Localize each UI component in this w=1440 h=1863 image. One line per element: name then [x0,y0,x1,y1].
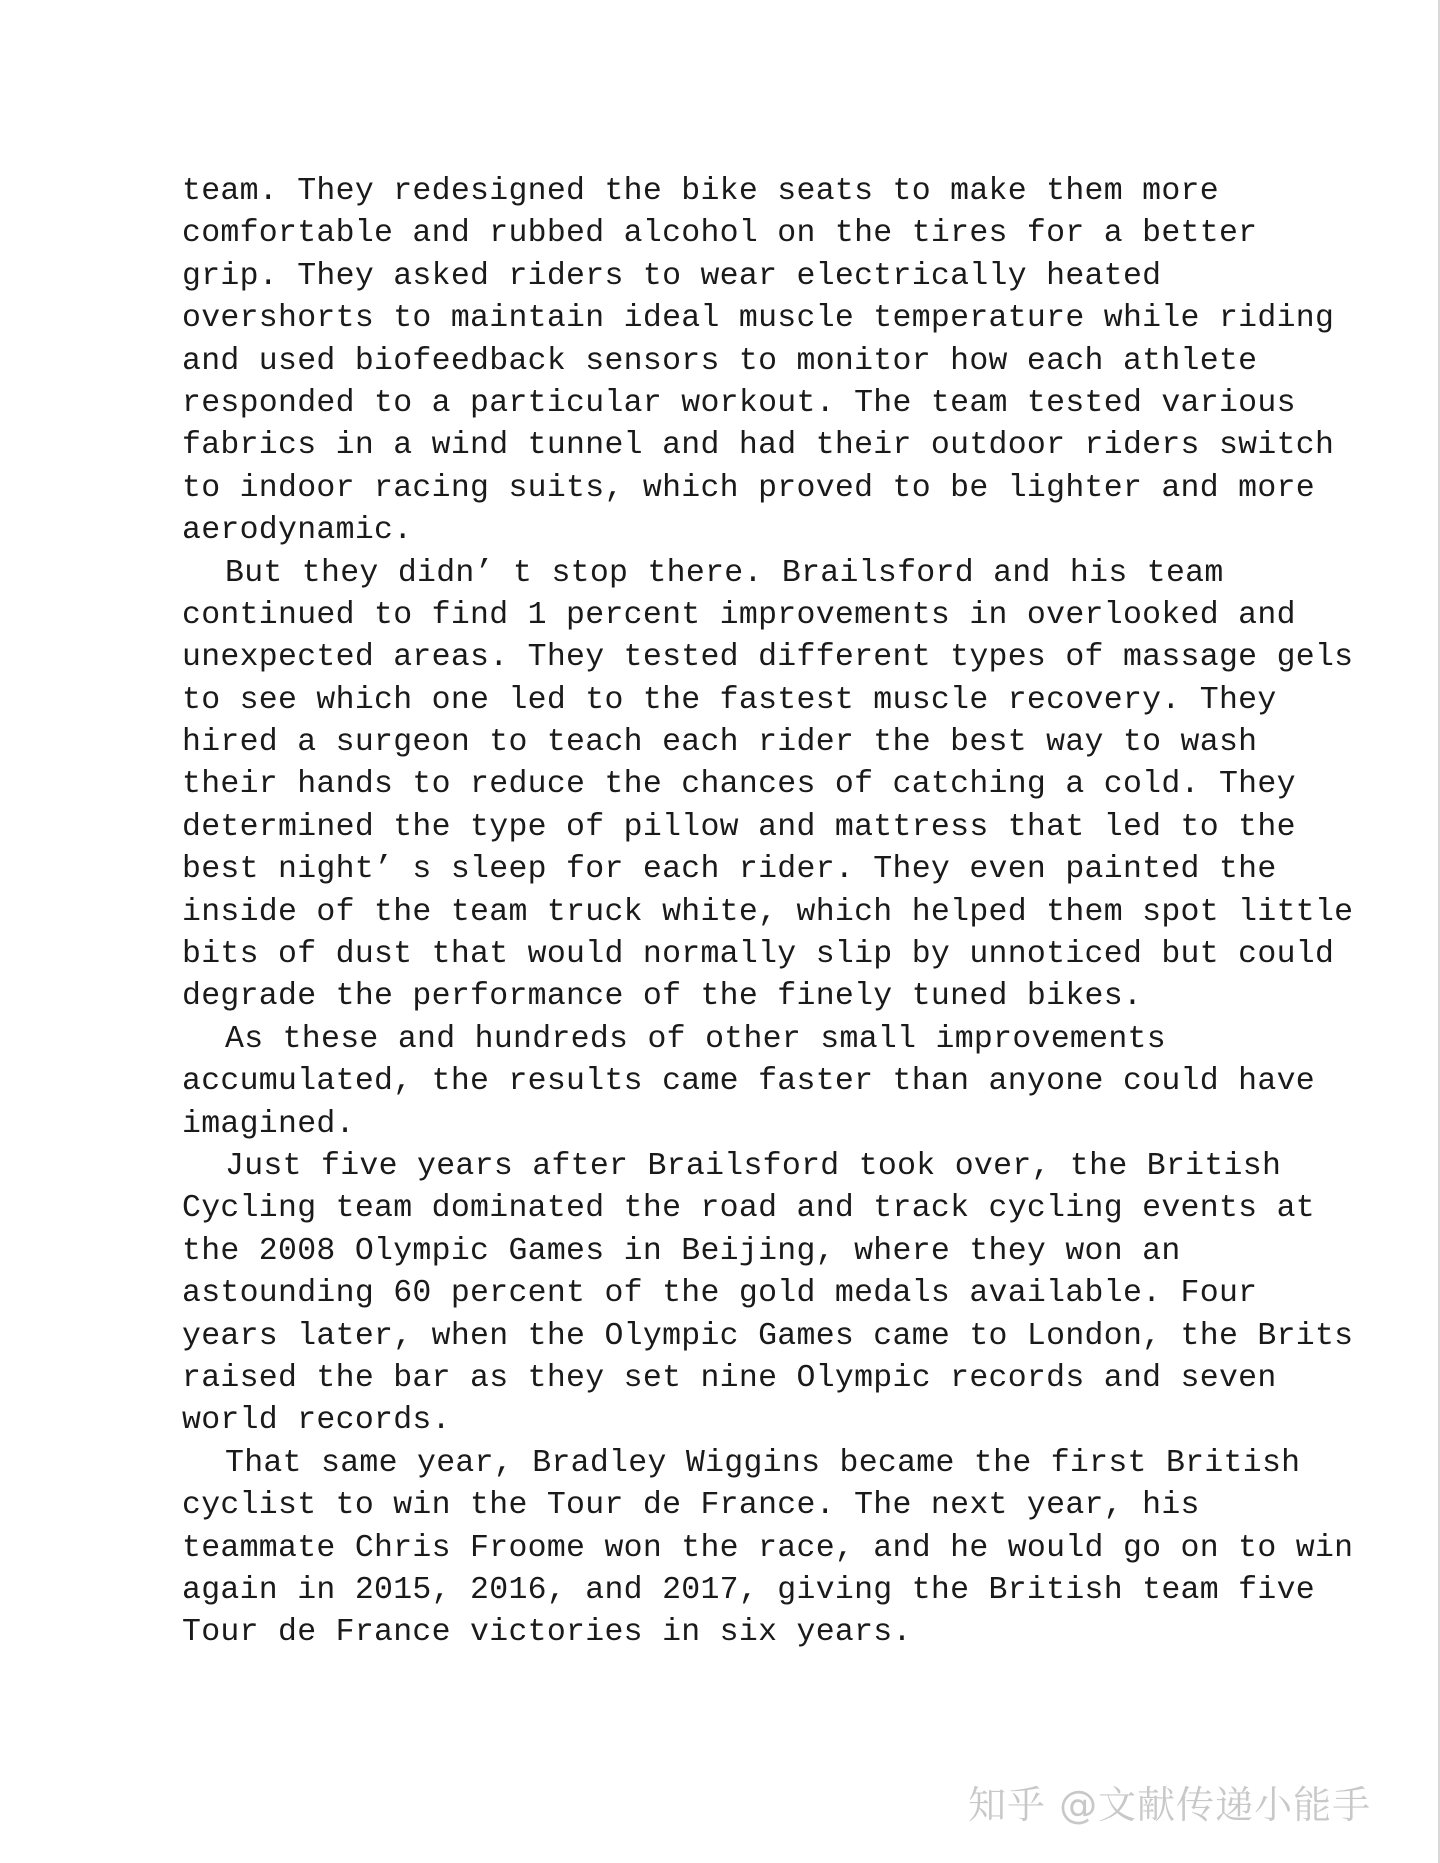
text-line: accumulated, the results came faster than anyone could have [182,1064,1315,1100]
text-line: and used biofeedback sensors to monitor how each athlete [182,343,1258,379]
text-line: grip. They asked riders to wear electrically heated [182,258,1162,294]
paragraph-first-line: As these and hundreds of other small improvements [225,1021,1166,1057]
text-line: the 2008 Olympic Games in Beijing, where they won an [182,1233,1181,1269]
paragraph-first-line: Just five years after Brailsford took over, the British [225,1148,1282,1184]
text-line: team. They redesigned the bike seats to make them more [182,174,1219,209]
paragraph-first-line: That same year, Bradley Wiggins became the first British [225,1445,1301,1481]
text-line: comfortable and rubbed alcohol on the tires for a better [182,216,1258,252]
text-line: Tour de France victories in six years. [182,1615,912,1651]
body-text [182,171,1354,1655]
text-line: degrade the performance of the finely tuned bikes. [182,979,1143,1015]
text-line: overshorts to maintain ideal muscle temperature while riding [182,301,1335,337]
text-line: bits of dust that would normally slip by unnoticed but could [182,937,1335,973]
watermark-text: 知乎 @文献传递小能手 [968,1783,1372,1827]
text-line: continued to find 1 percent improvements in overlooked and [182,597,1296,633]
text-line: best night’ s sleep for each rider. They even painted the [182,852,1277,888]
text-line: their hands to reduce the chances of catching a cold. They [182,767,1296,803]
text-line: inside of the team truck white, which helped them spot little [182,894,1354,930]
text-line: to indoor racing suits, which proved to be lighter and more [182,470,1315,506]
text-line: cyclist to win the Tour de France. The next year, his [182,1488,1200,1524]
text-line: determined the type of pillow and mattress that led to the [182,809,1296,845]
text-line: years later, when the Olympic Games came to London, the Brits [182,1318,1354,1354]
text-line: imagined. [182,1106,355,1142]
text-line: teammate Chris Froome won the race, and he would go on to win [182,1530,1354,1566]
text-line: unexpected areas. They tested different types of massage gels [182,640,1354,676]
paragraph-first-line: But they didn’ t stop there. Brailsford and his team [225,555,1224,591]
text-line: fabrics in a wind tunnel and had their outdoor riders switch [182,428,1335,464]
text-line: astounding 60 percent of the gold medals available. Four [182,1276,1258,1312]
text-line: aerodynamic. [182,513,413,549]
text-line: hired a surgeon to teach each rider the best way to wash [182,725,1258,761]
text-line: world records. [182,1403,451,1439]
text-line: responded to a particular workout. The team tested various [182,385,1296,421]
text-line: Cycling team dominated the road and track cycling events at [182,1191,1315,1227]
text-line: again in 2015, 2016, and 2017, giving the British team five [182,1572,1315,1608]
text-line: to see which one led to the fastest muscle recovery. They [182,682,1277,718]
text-line: raised the bar as they set nine Olympic records and seven [182,1360,1277,1396]
